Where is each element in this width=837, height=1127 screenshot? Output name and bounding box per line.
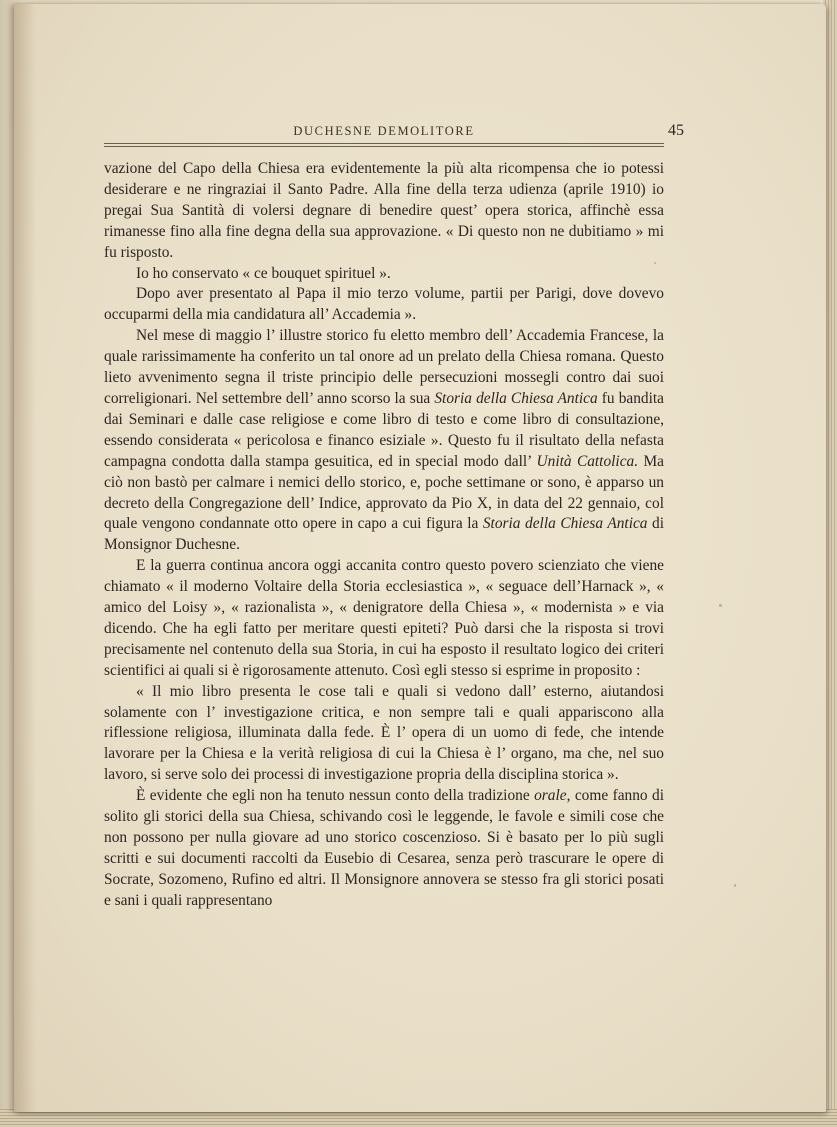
paragraph-text: Ma ciò non bastò per calmare i nemici dello storico, e, poche settimane or sono, è apparso un decreto della Congregazione dell’ Indice, approvato da Pio X, in data del 22 gennaio, col quale vengono condannate otto opere in capo a cui figura la — [104, 452, 664, 533]
paragraph — [104, 786, 664, 911]
paragraph-text: fu bandita dai Seminari e dalle case religiose e come libro di testo e come libro di consultazione, essendo considerata « pericolosa e financo esiziale ». Questo fu il risultato della nefasta campagna condotta dalla stampa gesuitica, ed in special modo dall’ — [104, 389, 664, 470]
running-header — [104, 122, 684, 148]
paragraph — [104, 326, 664, 556]
paper-fleck — [719, 604, 722, 607]
page-number: 45 — [668, 122, 684, 139]
paper-fleck — [734, 884, 736, 887]
paragraph — [104, 284, 664, 326]
paragraph — [104, 556, 664, 681]
italic-text: Storia della Chiesa Antica — [482, 515, 648, 533]
paragraph-text: Io ho conservato « ce bouquet spirituel ». — [136, 264, 391, 282]
paragraph-text: Dopo aver presentato al Papa il mio terzo volume, partii per Parigi, dove dovevo occuparmi della mia candidatura all’ Accademia ». — [104, 285, 664, 324]
italic-text: Storia della Chiesa Antica — [434, 389, 598, 407]
paragraph — [104, 682, 664, 787]
paragraph-text: « Il mio libro presenta le cose tali e quali si vedono dall’ esterno, aiutandosi solamente con l’ investigazione critica, e non sempre tali e quali appariscono alla riflessione religiosa, illuminata dalla fede. È l’ opera di un uomo di fede, che intende lavorare per la Chiesa e la verità religiosa di cui la Chiesa è l’ organo, ma che, nel suo lavoro, si serve solo dei processi di investigazione propria della disciplina storica ». — [104, 682, 664, 784]
italic-text: Unità Cattolica. — [536, 452, 639, 470]
italic-text: orale — [534, 787, 567, 805]
paragraph — [104, 159, 664, 264]
paragraph-text: E la guerra continua ancora oggi accanita contro questo povero scienziato che viene chiamato « il moderno Voltaire della Storia ecclesiastica », « seguace dell’Harnack », « amico del Loisy », « razionalista », « denigratore della Chiesa », « modernista » e via dicendo. Che ha egli fatto per meritare questi epiteti? Può darsi che la risposta si trovi precisamente nel contenuto della sua Storia, in cui ha esposto il resultato logico dei criteri scientifici ai quali si è rigorosamente attenuto. Così egli stesso si esprime in proposito : — [104, 557, 664, 679]
header-rule-bottom — [104, 146, 664, 147]
paragraph-text: vazione del Capo della Chiesa era evidentemente la più alta ricompensa che io potessi desiderare e ne ringraziai il Santo Padre. Alla fine della terza udienza (aprile 1910) io pregai Sua Santità di volersi degnare di benedire quest’ opera storica, affinchè essa rimanesse fino alla fine degna della sua approvazione. « Di questo non ne dubitiamo » mi fu risposto. — [104, 160, 664, 261]
paragraph-text: Nel mese di maggio l’ illustre storico fu eletto membro dell’ Accademia Francese, la quale rarissimamente ha conferito un tal onore ad un prelato della Chiesa romana. Questo lieto avvenimento segna il triste principio delle persecuzioni mossegli contro dai suoi correligionari. Nel settembre dell’ anno scorso la sua — [104, 327, 664, 407]
running-title: DUCHESNE DEMOLITORE — [293, 124, 475, 138]
paragraph-text: È evidente che egli non ha tenuto nessun conto della tradizione — [136, 787, 535, 805]
paragraph-text: , come fanno di solito gli storici della sua Chiesa, schivando così le leggende, le favole e simili cose che non possono per nulla giovare ad uno storico coscenzioso. Si è basato per lo più sugli scritti e sui documenti raccolti da Eusebio di Cesarea, senza però trascurare le opere di Socrate, Sozomeno, Rufino ed altri. Il Monsignore annovera se stesso fra gli storici posati e sani i quali rappresentano — [104, 787, 665, 909]
header-rule-top — [104, 143, 664, 144]
paragraph-text: di Monsignor Duchesne. — [104, 515, 664, 554]
paragraph — [104, 264, 664, 285]
body-text — [104, 159, 664, 912]
